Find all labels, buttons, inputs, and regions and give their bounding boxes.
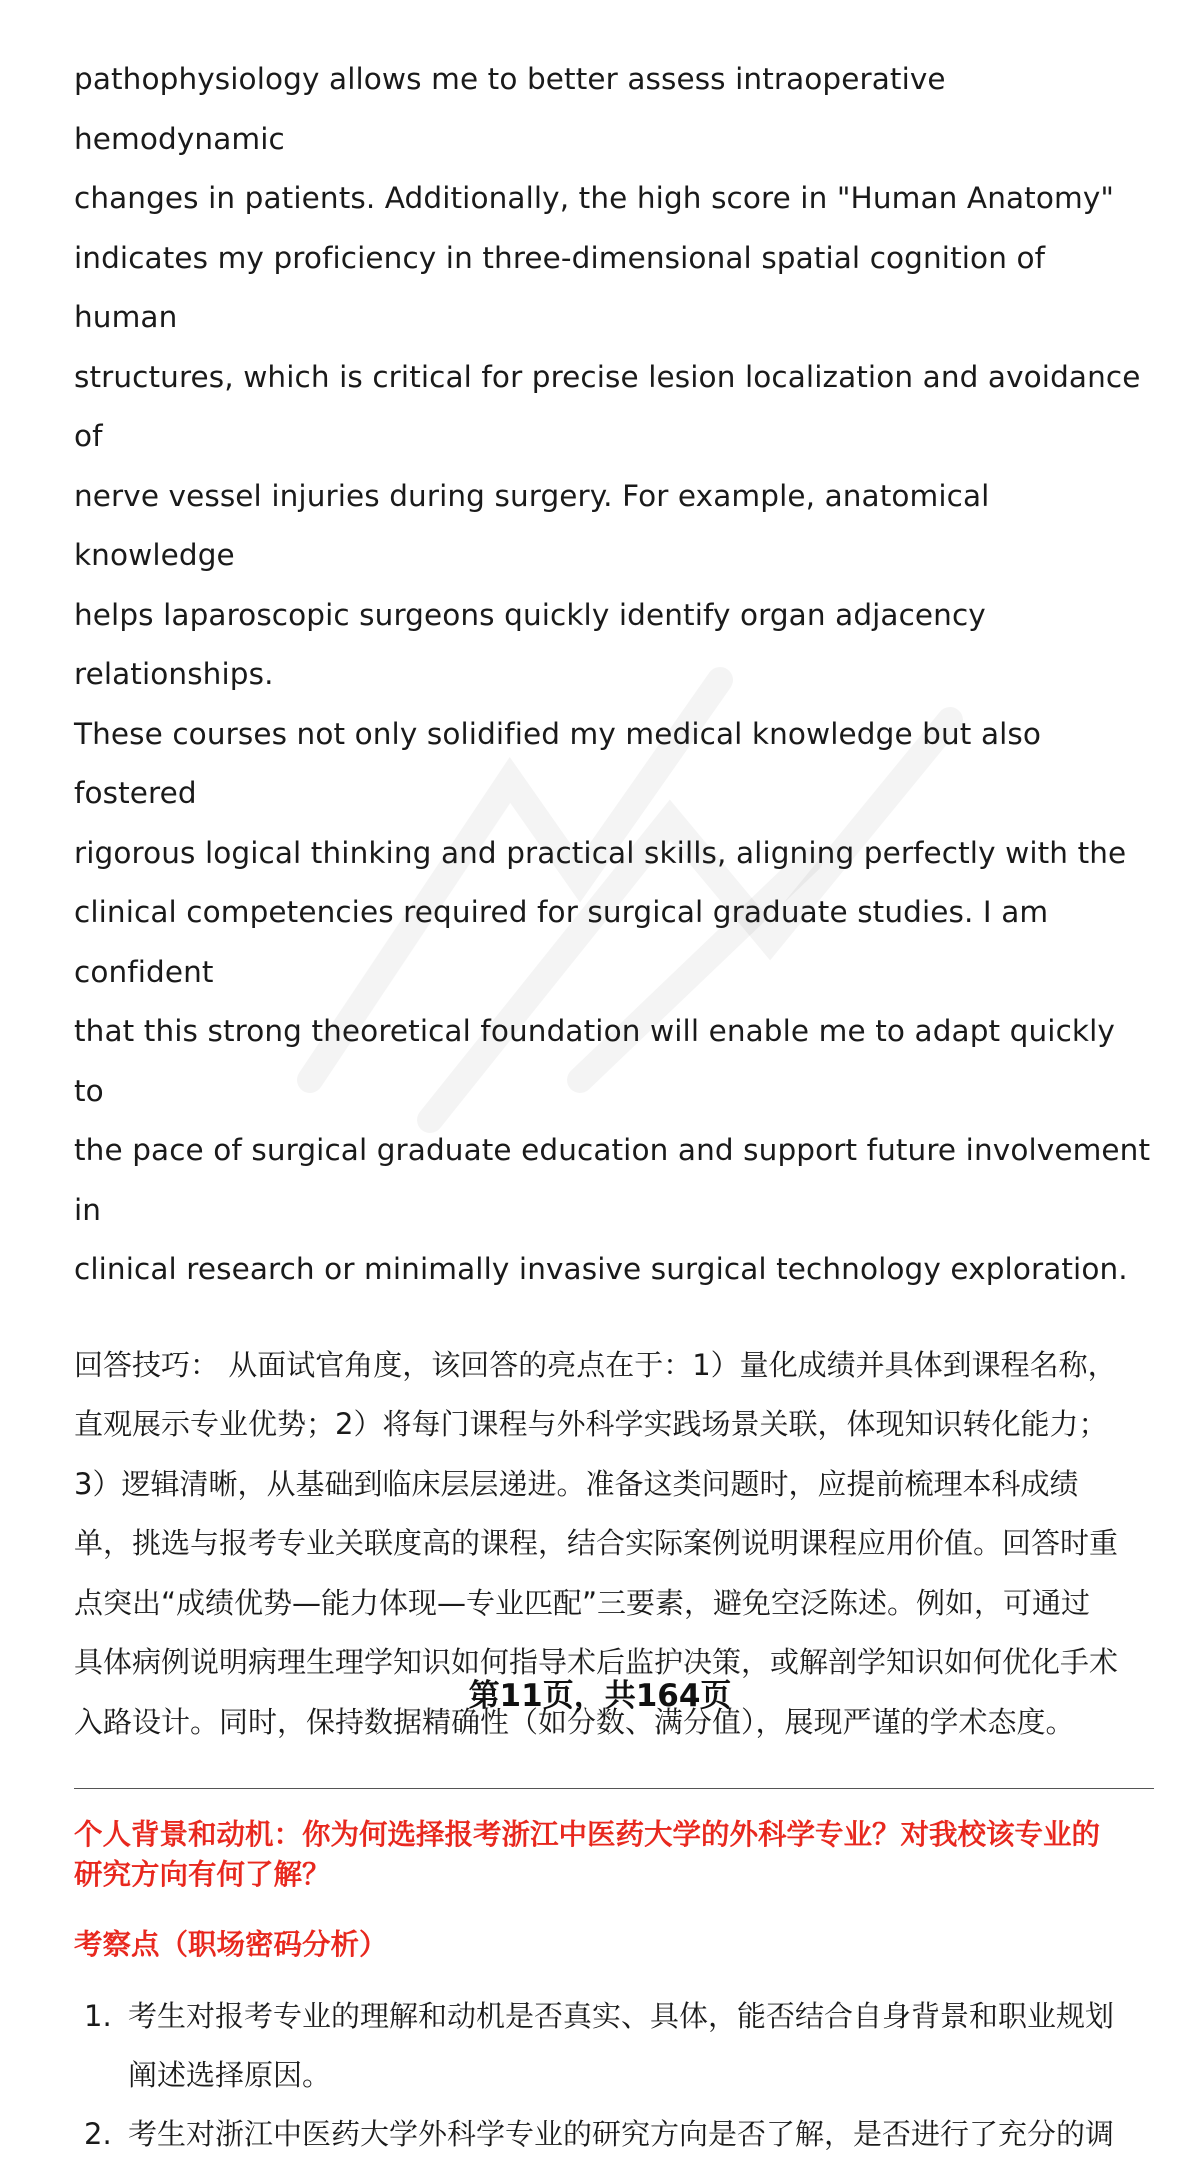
text-line: structures, which is critical for precise lesion localization and avoidance of bbox=[74, 359, 1141, 453]
assessment-points-list bbox=[74, 1987, 1154, 2164]
text-line: 考生对报考专业的理解和动机是否真实、具体，能否结合自身背景和职业规划 bbox=[128, 1999, 1115, 2033]
text-line: the pace of surgical graduate education and support future involvement in bbox=[74, 1133, 1151, 1227]
document-page bbox=[74, 50, 1154, 2164]
list-item bbox=[74, 2105, 1154, 2164]
page-number-footer: 第11页，共164页 bbox=[468, 1678, 732, 1714]
list-item-number: 2. bbox=[84, 2117, 112, 2151]
section-divider bbox=[74, 1788, 1154, 1789]
english-answer-paragraph bbox=[74, 50, 1154, 1300]
text-line: 入路设计。同时，保持数据精确性（如分数、满分值），展现严谨的学术态度。 bbox=[74, 1704, 1075, 1739]
text-line: 考生对浙江中医药大学外科学专业的研究方向是否了解，是否进行了充分的调 bbox=[128, 2117, 1115, 2151]
question-heading bbox=[74, 1815, 1154, 1895]
text-line: clinical competencies required for surgical graduate studies. I am confident bbox=[74, 895, 1049, 989]
text-line: 点突出“成绩优势—能力体现—专业匹配”三要素，避免空泛陈述。例如，可通过 bbox=[74, 1585, 1091, 1620]
text-line: 单，挑选与报考专业关联度高的课程，结合实际案例说明课程应用价值。回答时重 bbox=[74, 1526, 1119, 1560]
text-line: changes in patients. Additionally, the high score in "Human Anatomy" bbox=[74, 181, 1115, 215]
text-line: 研究方向有何了解？ bbox=[74, 1858, 331, 1891]
text-line: helps laparoscopic surgeons quickly identify organ adjacency relationships. bbox=[74, 597, 986, 691]
text-line: indicates my proficiency in three-dimensional spatial cognition of human bbox=[74, 240, 1046, 334]
text-line: 回答技巧： 从面试官角度，该回答的亮点在于：1）量化成绩并具体到课程名称， bbox=[74, 1347, 1117, 1382]
list-item-number: 1. bbox=[84, 1999, 112, 2033]
text-line: 个人背景和动机：你为何选择报考浙江中医药大学的外科学专业？对我校该专业的 bbox=[74, 1818, 1101, 1851]
text-line: pathophysiology allows me to better assess intraoperative hemodynamic bbox=[74, 62, 946, 156]
list-item bbox=[74, 1987, 1154, 2105]
text-line: that this strong theoretical foundation will enable me to adapt quickly to bbox=[74, 1014, 1115, 1108]
text-line: nerve vessel injuries during surgery. For example, anatomical knowledge bbox=[74, 478, 990, 572]
section-title: 考察点（职场密码分析） bbox=[74, 1928, 388, 1961]
text-line: 3）逻辑清晰，从基础到临床层层递进。准备这类问题时，应提前梳理本科成绩 bbox=[74, 1466, 1079, 1501]
text-line: rigorous logical thinking and practical skills, aligning perfectly with the bbox=[74, 835, 1127, 870]
text-line: clinical research or minimally invasive surgical technology exploration. bbox=[74, 1252, 1128, 1286]
text-line: These courses not only solidified my medical knowledge but also fostered bbox=[74, 716, 1042, 810]
text-line: 直观展示专业优势；2）将每门课程与外科学实践场景关联，体现知识转化能力； bbox=[74, 1407, 1108, 1441]
text-line: 阐述选择原因。 bbox=[128, 2058, 332, 2092]
text-line: 具体病例说明病理生理学知识如何指导术后监护决策，或解剖学知识如何优化手术 bbox=[74, 1645, 1119, 1679]
